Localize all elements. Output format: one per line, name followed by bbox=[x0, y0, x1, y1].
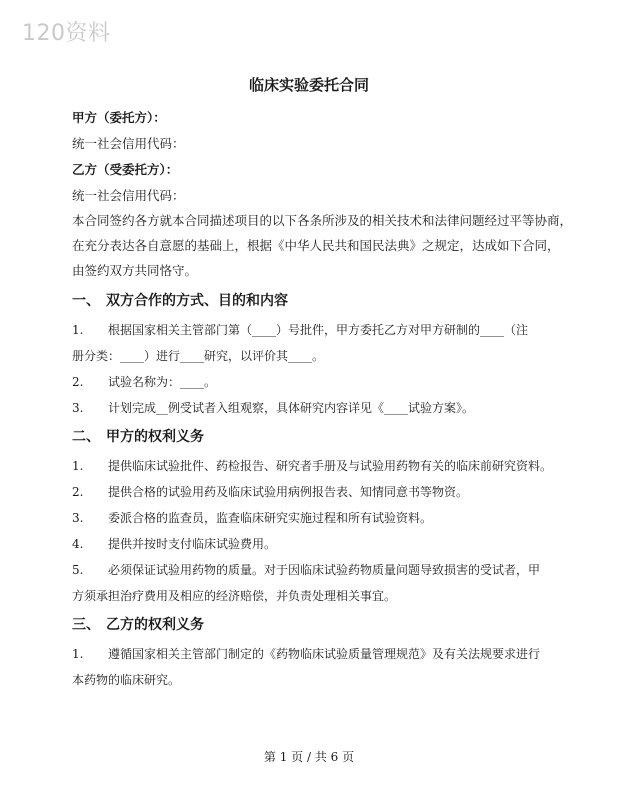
party-a-label: 甲方（委托方）： bbox=[72, 110, 166, 125]
clause-text: 遵循国家相关主管部门制定的《药物临床试验质量管理规范》及有关法规要求进行 bbox=[108, 647, 541, 661]
clause-text: 试验名称为：____。 bbox=[108, 375, 217, 389]
clause-item bbox=[72, 458, 552, 474]
document-title: 临床实验委托合同 bbox=[248, 76, 369, 94]
clause-continuation: 本药物的临床研究。 bbox=[72, 673, 181, 687]
section-title: 乙方的权利义务 bbox=[106, 617, 204, 633]
clause-number: 2. bbox=[72, 375, 84, 389]
section-heading bbox=[72, 292, 288, 310]
preamble-line: 在充分表达各自意愿的基础上，根据《中华人民共和国民法典》之规定，达成如下合同， bbox=[72, 238, 560, 253]
clause-number: 1. bbox=[72, 323, 84, 337]
section-heading bbox=[72, 616, 204, 634]
clause-text: 提供临床试验批件、药检报告、研究者手册及与试验用药物有关的临床前研究资料。 bbox=[108, 459, 553, 473]
section-number: 三、 bbox=[72, 617, 100, 633]
clause-text: 委派合格的监查员，监查临床研究实施过程和所有试验资料。 bbox=[108, 511, 433, 525]
clause-number: 1. bbox=[72, 647, 84, 661]
clause-number: 3. bbox=[72, 511, 84, 525]
clause-item bbox=[72, 484, 468, 500]
section-title: 双方合作的方式、目的和内容 bbox=[106, 293, 288, 309]
page-number: 第 1 页 / 共 6 页 bbox=[263, 750, 355, 764]
clause-text: 必须保证试验用药物的质量。对于因临床试验药物质量问题导致损害的受试者，甲 bbox=[108, 563, 541, 577]
clause-item bbox=[72, 374, 216, 390]
clause-continuation: 册分类：____）进行____研究，以评价其____。 bbox=[72, 349, 325, 363]
clause-item bbox=[72, 646, 540, 662]
clause-text: 计划完成__例受试者入组观察，具体研究内容详见《____试验方案》。 bbox=[108, 401, 475, 415]
party-b-label: 乙方（受委托方）： bbox=[72, 162, 179, 177]
clause-number: 3. bbox=[72, 401, 84, 415]
clause-number: 5. bbox=[72, 563, 84, 577]
clause-item bbox=[72, 562, 540, 578]
section-heading bbox=[72, 428, 204, 446]
clause-item bbox=[72, 536, 276, 552]
clause-number: 1. bbox=[72, 459, 84, 473]
clause-number: 4. bbox=[72, 537, 84, 551]
clause-continuation: 方须承担治疗费用及相应的经济赔偿，并负责处理相关事宜。 bbox=[72, 589, 397, 603]
clause-item bbox=[72, 322, 528, 338]
clause-text: 提供并按时支付临床试验费用。 bbox=[108, 537, 277, 551]
watermark-logo: 120资料 bbox=[22, 21, 111, 46]
preamble-line: 本合同签约各方就本合同描述项目的以下各条所涉及的相关技术和法律问题经过平等协商， bbox=[72, 213, 573, 228]
preamble-line: 由签约双方共同恪守。 bbox=[72, 263, 198, 278]
clause-item bbox=[72, 510, 432, 526]
clause-text: 根据国家相关主管部门第（____）号批件，甲方委托乙方对甲方研制的____（注 bbox=[108, 323, 529, 337]
clause-text: 提供合格的试验用药及临床试验用病例报告表、知情同意书等物资。 bbox=[108, 485, 469, 499]
section-title: 甲方的权利义务 bbox=[106, 429, 204, 445]
section-number: 二、 bbox=[72, 429, 100, 445]
section-number: 一、 bbox=[72, 293, 100, 309]
party-a-credit-code: 统一社会信用代码： bbox=[72, 136, 185, 151]
clause-number: 2. bbox=[72, 485, 84, 499]
party-b-credit-code: 统一社会信用代码： bbox=[72, 188, 185, 203]
clause-item bbox=[72, 400, 474, 416]
